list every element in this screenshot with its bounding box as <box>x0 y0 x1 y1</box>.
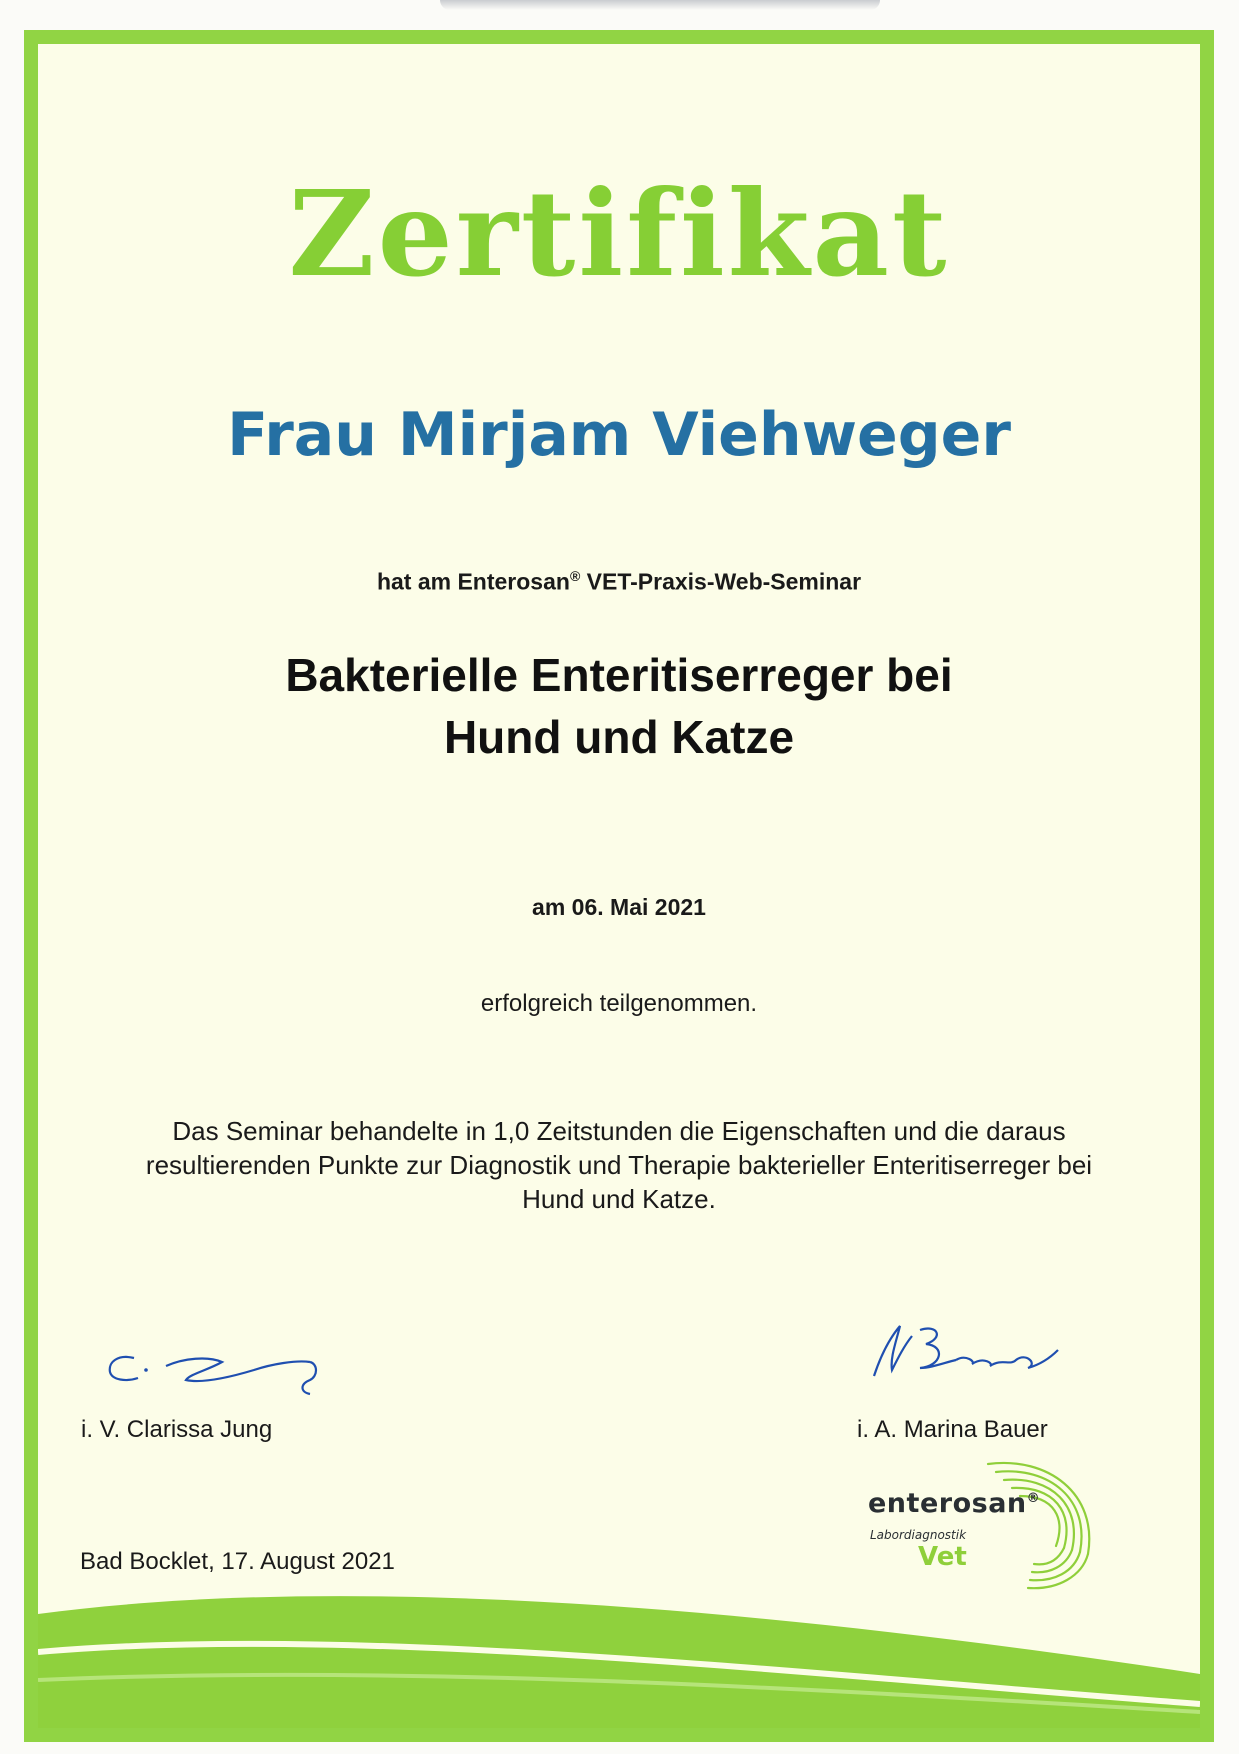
logo-swirl-icon <box>958 1444 1108 1594</box>
recipient-name: Frau Mirjam Viehweger <box>227 400 1011 470</box>
description-line: Hund und Katze. <box>522 1184 716 1214</box>
seminar-date: am 06. Mai 2021 <box>532 894 706 920</box>
participation-line <box>38 568 1200 596</box>
participation-suffix: VET-Praxis-Web-Seminar <box>580 568 862 595</box>
certificate-title: Zertifikat <box>288 164 950 303</box>
completion-text: erfolgreich teilgenommen. <box>480 990 758 1017</box>
registered-mark: ® <box>569 568 581 584</box>
description-line: Das Seminar behandelte in 1,0 Zeitstunden die Eigenschaften und die daraus <box>172 1116 1066 1146</box>
logo-registered-mark: ® <box>1026 1491 1041 1506</box>
scan-shadow <box>440 0 880 10</box>
certificate-panel <box>38 44 1200 1728</box>
footer-wave <box>38 1584 1200 1728</box>
seminar-title-line: Hund und Katze <box>443 711 795 763</box>
logo-wordmark-text: enterosan <box>868 1488 1027 1519</box>
logo-subtitle: Labordiagnostik <box>870 1528 967 1542</box>
participation-prefix: hat am Enterosan <box>376 568 570 595</box>
signer-right-name: i. A. Marina Bauer <box>857 1416 1048 1443</box>
signature-left <box>104 1340 364 1398</box>
logo-wordmark <box>868 1488 1040 1519</box>
place-and-date: Bad Bocklet, 17. August 2021 <box>80 1548 395 1575</box>
logo-product: Vet <box>918 1542 967 1572</box>
description-line: resultierenden Punkte zur Diagnostik und Therapie bakterieller Enteritiserreger bei <box>145 1150 1093 1180</box>
signer-left-name: i. V. Clarissa Jung <box>81 1416 273 1443</box>
seminar-description <box>108 1114 1130 1216</box>
seminar-title <box>178 644 1060 768</box>
seminar-title-line: Bakterielle Enteritiserreger bei <box>285 649 953 701</box>
enterosan-logo <box>828 1444 1128 1594</box>
certificate-border <box>24 30 1214 1742</box>
signature-right <box>860 1310 1120 1390</box>
